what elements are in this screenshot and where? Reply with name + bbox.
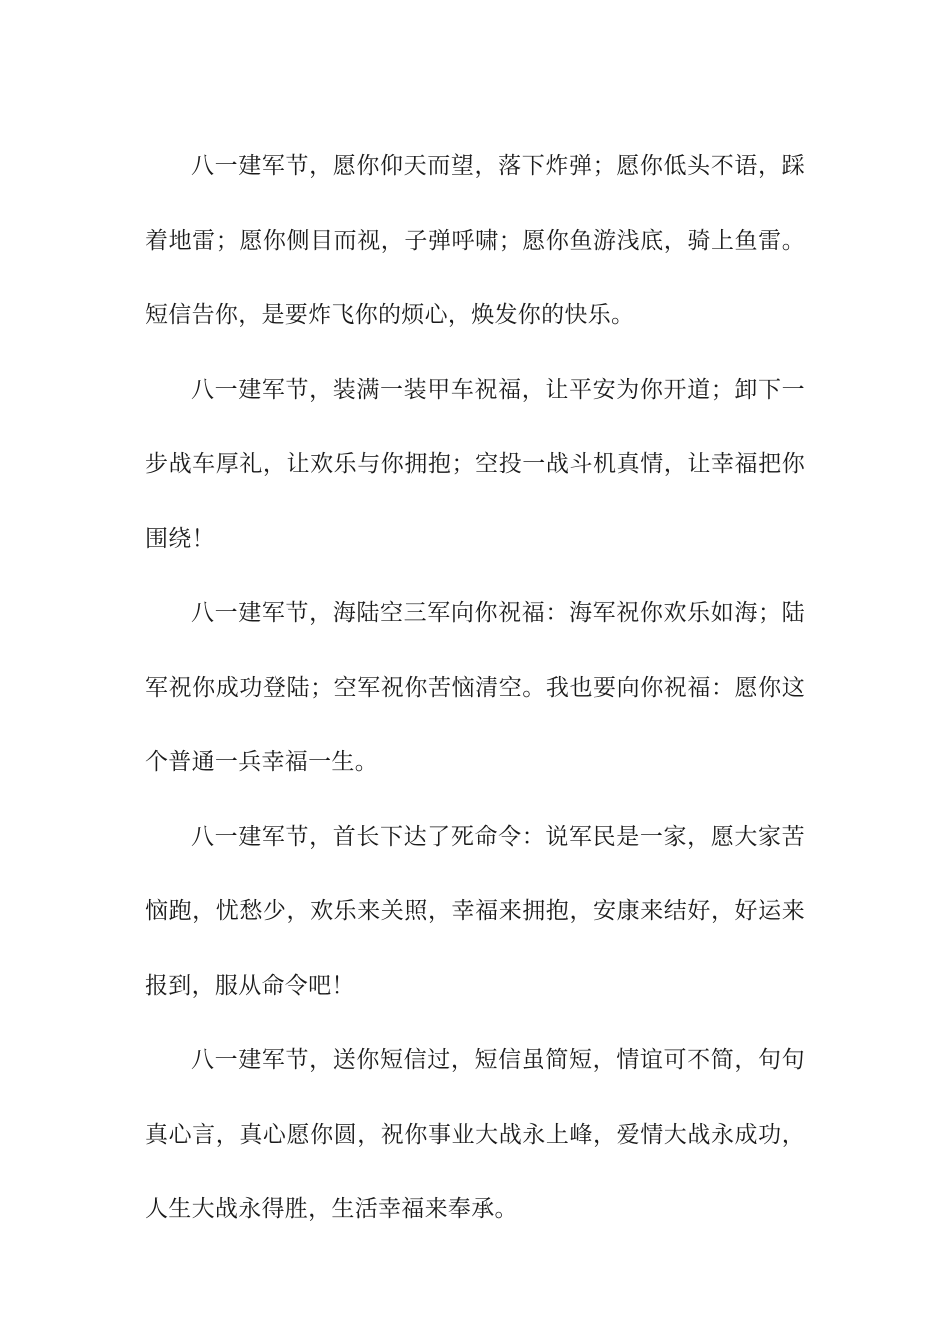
paragraph-1: 八一建军节，愿你仰天而望，落下炸弹；愿你低头不语，踩着地雷；愿你侧目而视，子弹呼啸；愿你鱼游浅底，骑上鱼雷。短信告你，是要炸飞你的烦心，焕发你的快乐。 xyxy=(145,153,805,328)
paragraph-5: 八一建军节，送你短信过，短信虽简短，情谊可不简，句句真心言，真心愿你圆，祝你事业大战永上峰，爱情大战永成功，人生大战永得胜，生活幸福来奉承。 xyxy=(145,1047,805,1222)
paragraph-3: 八一建军节，海陆空三军向你祝福：海军祝你欢乐如海；陆军祝你成功登陆；空军祝你苦恼清空。我也要向你祝福：愿你这个普通一兵幸福一生。 xyxy=(145,600,805,775)
document-body xyxy=(145,129,805,1247)
paragraph-2: 八一建军节，装满一装甲车祝福，让平安为你开道；卸下一步战车厚礼，让欢乐与你拥抱；空投一战斗机真情，让幸福把你围绕！ xyxy=(145,376,805,552)
paragraph-4: 八一建军节，首长下达了死命令：说军民是一家，愿大家苦恼跑，忧愁少，欢乐来关照，幸福来拥抱，安康来结好，好运来报到，服从命令吧！ xyxy=(145,823,805,999)
